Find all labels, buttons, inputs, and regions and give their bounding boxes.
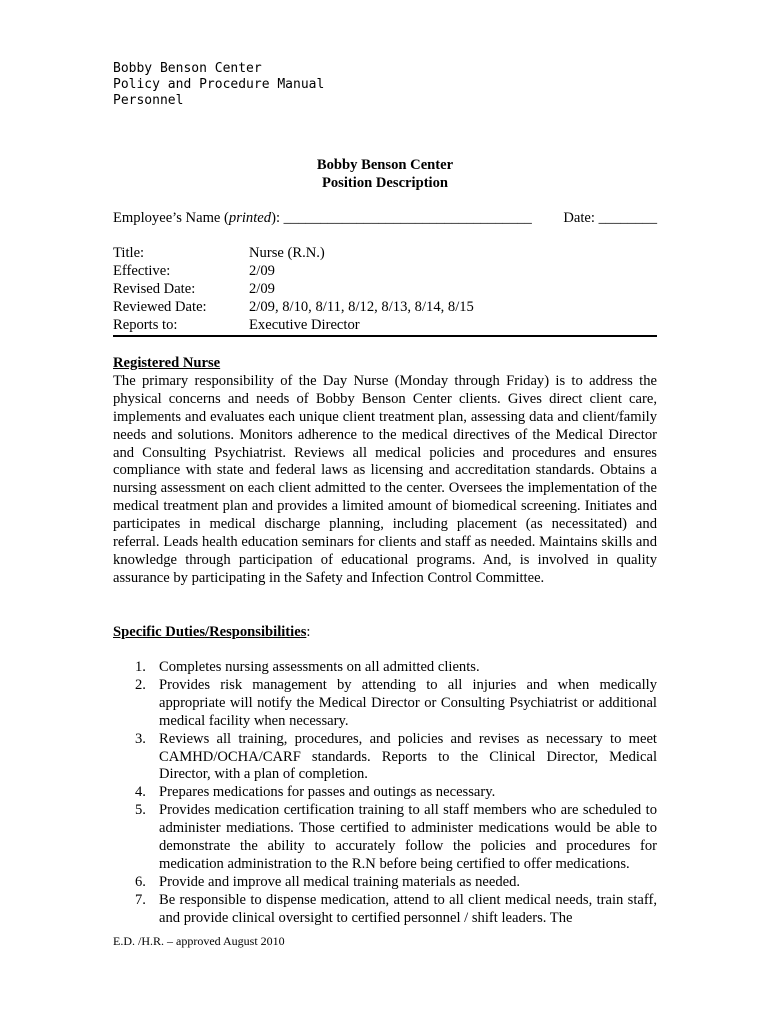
list-item-number: 4. (135, 784, 146, 801)
info-label: Reports to: (113, 316, 178, 333)
document-title (113, 157, 657, 193)
duties-heading-colon: : (306, 624, 311, 640)
document-header (113, 61, 324, 109)
info-value: 2/09, 8/10, 8/11, 8/12, 8/13, 8/14, 8/15 (249, 298, 474, 315)
duties-section (113, 659, 657, 928)
info-row-effective (113, 263, 657, 281)
employee-name-label-italic: printed (228, 210, 272, 226)
duties-heading: Specific Duties/Responsibilities (113, 624, 307, 640)
position-info-table (113, 245, 657, 335)
info-label: Effective: (113, 262, 171, 279)
list-item-text: Provides risk management by attending to all injuries and when medically appropriate will notify the Medical Director or Consulting Psychiatrist or additional medical facility when necessary. (159, 676, 657, 729)
info-row-title (113, 245, 657, 263)
info-label: Title: (113, 245, 145, 261)
employee-name-label: Employee’s Name ( (113, 210, 229, 226)
info-row-reviewed-date (113, 299, 657, 317)
list-item (113, 892, 657, 928)
list-item-number: 5. (135, 802, 146, 819)
list-item-number: 3. (135, 730, 146, 747)
duties-heading-block (113, 624, 657, 642)
title-org: Bobby Benson Center (316, 157, 454, 173)
summary-body: The primary responsibility of the Day Nurse (Monday through Friday) is to address the physical concerns and needs of Bobby Benson Center clients. Gives direct client care, implements and evaluates each unique client treatment plan, assessing data and client/family needs and solutions. Monitors adherence to the medical directives of the Medical Director and Consulting Psychiatrist. Reviews all medical policies and procedures and ensures compliance with state and federal laws as licensing and accreditation standards. Obtains a nursing assessment on each client admitted to the center. Oversees the implementation of the medical treatment plan and provides a limited amount of biomedical screening. Initiates and participates in medical discharge planning, including placement (as necessitated) and referral. Leads health education seminars for clients and staff as needed. Maintains skills and knowledge through participation of educational programs. And, is involved in quality assurance by participating in the Safety and Infection Control Committee. (113, 372, 657, 586)
header-manual-name: Policy and Procedure Manual (113, 77, 325, 92)
list-item-number: 2. (135, 676, 146, 693)
header-section-name: Personnel (113, 93, 184, 108)
summary-heading: Registered Nurse (113, 355, 221, 371)
info-value: 2/09 (249, 280, 275, 297)
duties-list (113, 659, 657, 928)
list-item-text: Completes nursing assessments on all admitted clients. (159, 659, 480, 675)
list-item-number: 6. (135, 873, 146, 890)
list-item-text: Provide and improve all medical training materials as needed. (159, 873, 521, 890)
list-item (113, 731, 657, 785)
list-item (113, 802, 657, 874)
section-divider (113, 335, 657, 337)
approval-footer: E.D. /H.R. – approved August 2010 (113, 934, 285, 948)
list-item (113, 784, 657, 802)
info-label: Reviewed Date: (113, 298, 207, 315)
list-item-number: 1. (135, 659, 146, 675)
employee-name-field (113, 210, 532, 228)
info-value: Nurse (R.N.) (249, 245, 325, 261)
list-item-number: 7. (135, 891, 146, 908)
info-label: Revised Date: (113, 280, 196, 297)
list-item-text: Be responsible to dispense medication, attend to all client medical needs, train staff, and provide clinical oversight to certified personnel / shift leaders. The (159, 891, 657, 926)
info-row-revised-date (113, 281, 657, 299)
employee-name-blank: ): __________________________________ (271, 210, 532, 226)
list-item-text: Prepares medications for passes and outings as necessary. (159, 784, 496, 801)
list-item-text: Reviews all training, procedures, and policies and revises as necessary to meet CAMHD/OCHA/CARF standards. Reports to the Clinical Director, Medical Director, with a plan of completion. (159, 730, 657, 783)
info-value: 2/09 (249, 262, 275, 279)
list-item (113, 659, 657, 677)
header-org-name: Bobby Benson Center (113, 61, 262, 76)
title-doc-type: Position Description (321, 174, 449, 191)
info-row-reports-to (113, 317, 657, 335)
summary-section (113, 355, 657, 588)
list-item (113, 874, 657, 892)
list-item (113, 677, 657, 731)
list-item-text: Provides medication certification training to all staff members who are scheduled to administer mediations. Those certified to administer medications would be able to demonstrate the ability to accurately follow the policies and procedures for medication administration to the R.N before being certified to offer medications. (159, 802, 657, 872)
employee-name-line (113, 210, 657, 228)
date-field: Date: ________ (563, 210, 657, 226)
info-value: Executive Director (249, 316, 360, 333)
